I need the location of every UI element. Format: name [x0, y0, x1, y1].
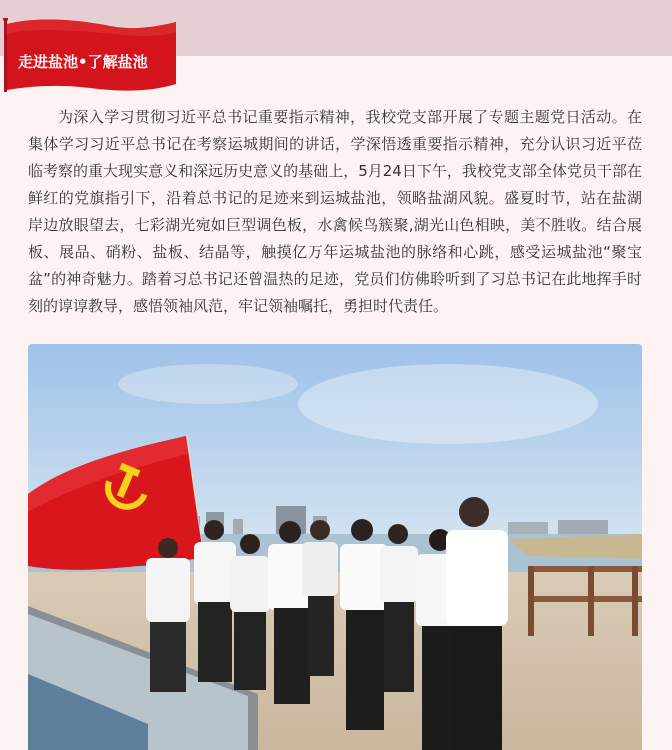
group-photo	[28, 344, 642, 750]
article-paragraph: 为深入学习贯彻习近平总书记重要指示精神，我校党支部开展了专题主题党日活动。在集体学习习近平总书记在考察运城期间的讲话，学深悟透重要指示精神，充分认识习近平莅临考察的重大现实意义和深远历史意义的基础上，5月24日下午，我校党支部全体党员干部在鲜红的党旗指引下，沿着总书记的足迹来到运城盐池，领略盐湖风貌。盛夏时节，站在盐湖岸边放眼望去，七彩湖光宛如巨型调色板，水禽候鸟簇聚,湖光山色相映，美不胜收。结合展板、展品、硝粉、盐板、结晶等，触摸亿万年运城盐池的脉络和心跳，感受运城盐池“聚宝盆”的神奇魅力。踏着习总书记还曾温热的足迹，党员们仿佛聆听到了习总书记在此地挥手时刻的谆谆教导，感悟领袖风范，牢记领袖嘱托，勇担时代责任。	[28, 108, 642, 315]
party-flag-group-photo-icon	[28, 344, 642, 750]
section-title: 走进盐池•了解盐池	[18, 53, 148, 71]
section-banner	[0, 18, 180, 92]
